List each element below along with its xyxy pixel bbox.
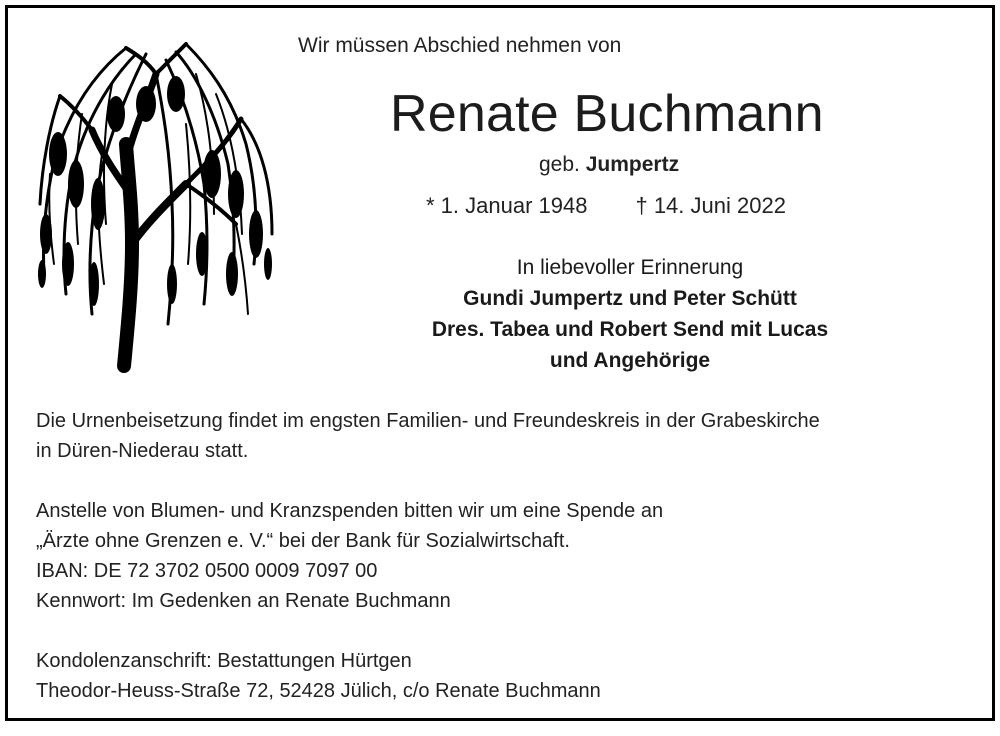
burial-paragraph [36, 406, 976, 466]
donation-paragraph [36, 496, 976, 616]
deceased-name: Renate Buchmann [390, 85, 824, 143]
donation-line: Anstelle von Blumen- und Kranzspenden bitten wir um eine Spende an [36, 500, 664, 522]
burial-line: in Düren-Niederau statt. [36, 440, 249, 462]
life-dates [426, 193, 786, 219]
notice-body [36, 406, 976, 736]
birth-date: * 1. Januar 1948 [426, 193, 588, 218]
mourner-line: und Angehörige [549, 349, 711, 372]
keyword-line: Kennwort: Im Gedenken an Renate Buchmann [36, 590, 451, 612]
mourner-line: Dres. Tabea und Robert Send mit Lucas [431, 318, 829, 341]
mourners-block [330, 252, 930, 376]
condolence-address: Theodor-Heuss-Straße 72, 52428 Jülich, c/o Renate Buchmann [36, 680, 601, 702]
maiden-name-value: Jumpertz [585, 153, 680, 176]
remembrance-line: In liebevoller Erinnerung [516, 256, 744, 279]
maiden-name-prefix: geb. [539, 153, 580, 176]
death-date: † 14. Juni 2022 [635, 193, 786, 218]
intro-text: Wir müssen Abschied nehmen von [298, 34, 622, 57]
maiden-name [539, 153, 679, 177]
mourner-line: Gundi Jumpertz und Peter Schütt [463, 287, 797, 310]
donation-line: „Ärzte ohne Grenzen e. V.“ bei der Bank für Sozialwirtschaft. [36, 530, 570, 552]
condolence-paragraph [36, 646, 976, 706]
condolence-line: Kondolenzanschrift: Bestattungen Hürtgen [36, 650, 412, 672]
iban-line: IBAN: DE 72 3702 0500 0009 7097 00 [36, 560, 378, 582]
burial-line: Die Urnenbeisetzung findet im engsten Familien- und Freundeskreis in der Grabeskirche [36, 410, 820, 432]
weeping-willow-icon [36, 34, 276, 374]
